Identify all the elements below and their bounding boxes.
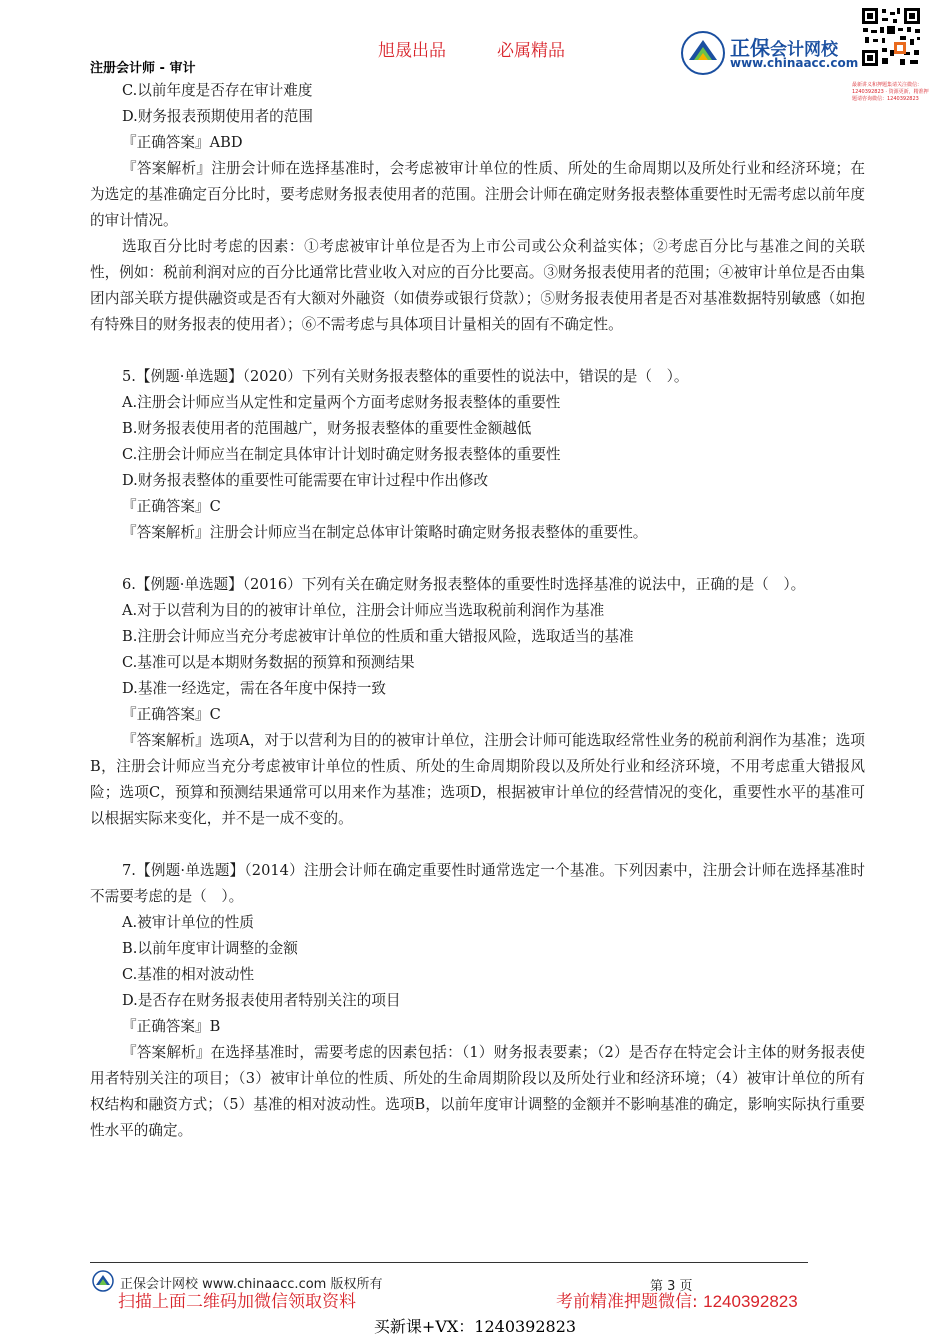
option-c: C.以前年度是否存在审计难度 [122, 82, 313, 99]
footer-divider [90, 1262, 808, 1263]
slogan-right: 必属精品 [497, 41, 565, 61]
document-body [90, 78, 865, 1144]
option-c: C.基准可以是本期财务数据的预算和预测结果 [122, 654, 415, 671]
logo-title: 正保会计网校 [730, 36, 838, 60]
correct-answer: 『正确答案』C [122, 706, 221, 723]
promo-right-label: 考前精准押题微信: [556, 1292, 698, 1312]
promo-left: 扫描上面二维码加微信领取资料 [118, 1292, 356, 1312]
page-number: 第 3 页 [650, 1279, 693, 1294]
option-b: B.财务报表使用者的范围越广，财务报表整体的重要性金额越低 [122, 420, 532, 437]
answer-analysis: 『答案解析』注册会计师应当在制定总体审计策略时确定财务报表整体的重要性。 [122, 524, 648, 541]
correct-answer: 『正确答案』C [122, 498, 221, 515]
answer-analysis: 『答案解析』在选择基准时，需要考虑的因素包括：（1）财务报表要素；（2）是否存在特定会计主体的财务报表使用者特别关注的项目；（3）被审计单位的性质、所处的生命周期阶段以及所处行业和经济环境；（4）被审计单位的所有权结构和融资方式；（5）基准的相对波动性。选项B，以前年度审计调整的金额并不影响基准的确定，影响实际执行重要性水平的确定。 [90, 1044, 865, 1139]
qr-code [860, 6, 922, 68]
course-title: 注册会计师 - 审计 [90, 61, 196, 76]
logo-url: www.chinaacc.com [730, 56, 859, 70]
option-d: D.基准一经选定，需在各年度中保持一致 [122, 680, 386, 697]
question-6: 6.【例题·单选题】（2016）下列有关在确定财务报表整体的重要性时选择基准的说法中，正确的是（ ）。 [122, 576, 806, 593]
option-a: A.被审计单位的性质 [122, 914, 254, 931]
option-d: D.是否存在财务报表使用者特别关注的项目 [122, 992, 401, 1009]
answer-analysis: 『答案解析』选项A，对于以营利为目的的被审计单位，注册会计师可能选取经常性业务的税前利润作为基准；选项B，注册会计师应当充分考虑被审计单位的性质、所处的生命周期阶段以及所处行业和经济环境，不用考虑重大错报风险；选项C，预算和预测结果通常可以用来作为基准；选项D，根据被审计单位的经营情况的变化，重要性水平的基准可以根据实际来变化，并不是一成不变的。 [90, 732, 865, 827]
promo-right [556, 1287, 798, 1312]
option-b: B.以前年度审计调整的金额 [122, 940, 298, 957]
buy-course-line: 买新课+VX：1240392823 [373, 1317, 577, 1336]
qr-note: 最新讲义和押题集请关注微信：1240392823 · 资源更新，精准押题请咨询微信：1240392823 [852, 82, 929, 102]
slogan-left: 旭晟出品 [378, 41, 446, 61]
logo-emblem-icon [680, 30, 726, 76]
question-5: 5.【例题·单选题】（2020）下列有关财务报表整体的重要性的说法中，错误的是（ ）。 [122, 368, 689, 385]
option-c: C.基准的相对波动性 [122, 966, 255, 983]
footer-logo-icon [92, 1270, 114, 1292]
footer-copyright: 正保会计网校 www.chinaacc.com 版权所有 [120, 1277, 383, 1292]
option-d: D.财务报表整体的重要性可能需要在审计过程中作出修改 [122, 472, 489, 489]
answer-analysis: 『答案解析』注册会计师在选择基准时，会考虑被审计单位的性质、所处的生命周期以及所处行业和经济环境；在为选定的基准确定百分比时，要考虑财务报表使用者的范围。注册会计师在确定财务报表整体重要性时无需考虑以前年度的审计情况。 [90, 160, 865, 229]
chinaacc-logo[interactable] [680, 30, 859, 75]
option-d: D.财务报表预期使用者的范围 [122, 108, 313, 125]
option-c: C.注册会计师应当在制定具体审计计划时确定财务报表整体的重要性 [122, 446, 561, 463]
analysis-paragraph: 选取百分比时考虑的因素：①考虑被审计单位是否为上市公司或公众利益实体；②考虑百分比与基准之间的关联性，例如：税前利润对应的百分比通常比营业收入对应的百分比要高。③财务报表使用者的范围；④被审计单位是否由集团内部关联方提供融资或是否有大额对外融资（如债券或银行贷款）；⑤财务报表使用者是否对基准数据特别敏感（如抱有特殊目的财务报表的使用者）；⑥不需考虑与具体项目计量相关的固有不确定性。 [90, 238, 865, 333]
qr-code-icon [860, 6, 922, 68]
option-b: B.注册会计师应当充分考虑被审计单位的性质和重大错报风险，选取适当的基准 [122, 628, 634, 645]
option-a: A.对于以营利为目的的被审计单位，注册会计师应当选取税前利润作为基准 [122, 602, 605, 619]
option-a: A.注册会计师应当从定性和定量两个方面考虑财务报表整体的重要性 [122, 394, 561, 411]
correct-answer: 『正确答案』ABD [122, 134, 243, 151]
correct-answer: 『正确答案』B [122, 1018, 221, 1035]
question-7: 7.【例题·单选题】（2014）注册会计师在确定重要性时通常选定一个基准。下列因素中，注册会计师在选择基准时不需要考虑的是（ ）。 [90, 862, 865, 905]
promo-right-number: 1240392823 [703, 1292, 798, 1311]
